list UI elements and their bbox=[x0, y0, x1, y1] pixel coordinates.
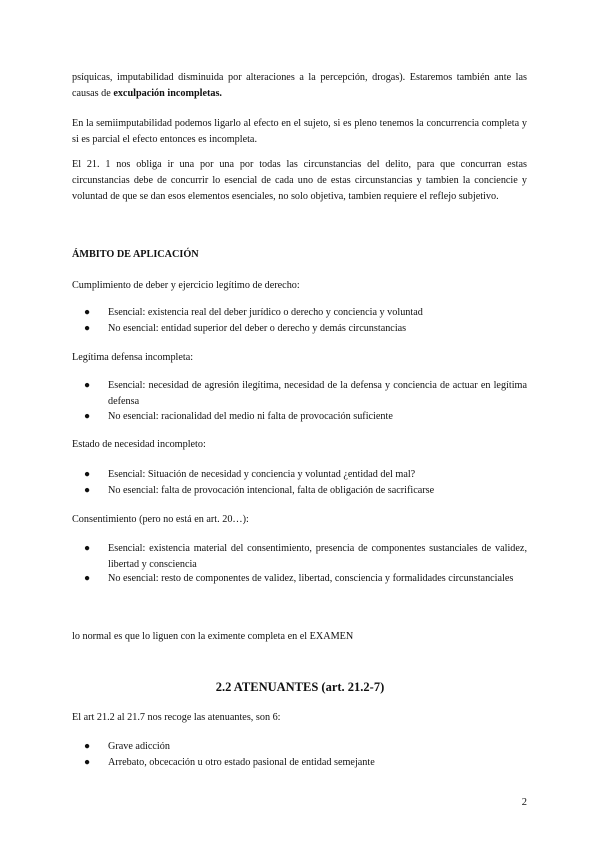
bullet-icon: ● bbox=[84, 411, 91, 422]
group-label-estado-necesidad: Estado de necesidad incompleto: bbox=[72, 439, 206, 450]
section-heading-ambito: ÁMBITO DE APLICACIÓN bbox=[72, 249, 199, 260]
list-item-text: Esencial: existencia material del consentimiento, presencia de componentes sustanciales de validez, libertad y consciencia bbox=[108, 543, 527, 570]
list-item-text: Esencial: necesidad de agresión ilegítima, necesidad de la defensa y conciencia de actuar en legítima defensa bbox=[108, 380, 527, 407]
group-label-legitima-defensa: Legítima defensa incompleta: bbox=[72, 352, 194, 363]
paragraph-intro-text: psíquicas, imputabilidad disminuida por alteraciones a la percepción, drogas). Estaremos también ante las causas de bbox=[72, 72, 527, 99]
list-item bbox=[84, 467, 527, 483]
paragraph-intro-bold: exculpación incompletas. bbox=[113, 88, 222, 99]
list-item-text: No esencial: resto de componentes de validez, libertad, consciencia y formalidades circunstanciales bbox=[108, 573, 514, 584]
bullet-icon: ● bbox=[84, 323, 91, 334]
exam-note: lo normal es que lo liguen con la eximente completa en el EXAMEN bbox=[72, 631, 354, 642]
bullet-icon: ● bbox=[84, 757, 91, 768]
list-item bbox=[84, 483, 527, 499]
bullet-icon: ● bbox=[84, 307, 91, 318]
section-heading-atenuantes: 2.2 ATENUANTES (art. 21.2-7) bbox=[215, 680, 385, 694]
bullet-icon: ● bbox=[84, 380, 91, 391]
list-item bbox=[84, 541, 527, 573]
list-item-text: No esencial: racionalidad del medio ni falta de provocación suficiente bbox=[108, 411, 393, 422]
paragraph-intro bbox=[72, 70, 527, 102]
group-label-consentimiento: Consentimiento (pero no está en art. 20…): bbox=[72, 514, 249, 525]
list-item-text: Arrebato, obcecación u otro estado pasional de entidad semejante bbox=[108, 757, 375, 768]
paragraph-semiimputabilidad: En la semiimputabilidad podemos ligarlo al efecto en el sujeto, si es pleno tenemos la concurrencia completa y si es parcial el efecto entonces es incompleta. bbox=[72, 118, 527, 145]
group-label-cumplimiento: Cumplimiento de deber y ejercicio legítimo de derecho: bbox=[72, 280, 300, 291]
list-item-text: No esencial: entidad superior del deber o derecho y demás circunstancias bbox=[108, 323, 407, 334]
list-item bbox=[84, 378, 527, 410]
page-number: 2 bbox=[521, 797, 527, 808]
list-item bbox=[84, 739, 527, 755]
list-item-text: Esencial: Situación de necesidad y conciencia y voluntad ¿entidad del mal? bbox=[108, 469, 416, 480]
list-item-text: No esencial: falta de provocación intencional, falta de obligación de sacrificarse bbox=[108, 485, 435, 496]
list-item bbox=[84, 755, 527, 771]
atenuantes-intro: El art 21.2 al 21.7 nos recoge las atenuantes, son 6: bbox=[72, 712, 281, 723]
list-item bbox=[84, 409, 527, 425]
bullet-icon: ● bbox=[84, 485, 91, 496]
paragraph-art-21-1: El 21. 1 nos obliga ir una por una por todas las circunstancias del delito, para que concurran estas circunstancias debe de concurrir lo esencial de cada uno de estas circunstancias y tambien la conciencie y voluntad de que se dan esos elementos esenciales, no solo objetiva, tambien requiere el reflejo subjetivo. bbox=[72, 159, 527, 202]
bullet-icon: ● bbox=[84, 573, 91, 584]
list-item-text: Esencial: existencia real del deber jurídico o derecho y conciencia y voluntad bbox=[108, 307, 423, 318]
list-item bbox=[84, 305, 527, 321]
list-item bbox=[84, 571, 527, 587]
bullet-icon: ● bbox=[84, 469, 91, 480]
list-item bbox=[84, 321, 527, 337]
list-item-text: Grave adicción bbox=[108, 741, 170, 752]
bullet-icon: ● bbox=[84, 543, 91, 554]
bullet-icon: ● bbox=[84, 741, 91, 752]
